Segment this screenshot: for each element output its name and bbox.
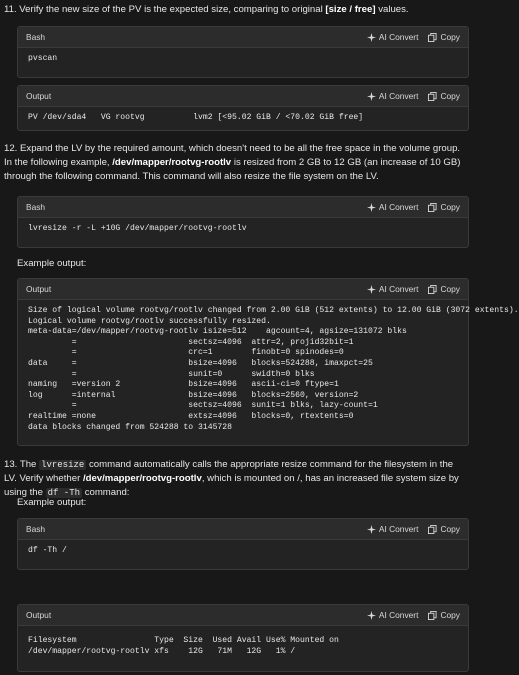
copy-button[interactable] xyxy=(428,30,460,44)
copy-button[interactable] xyxy=(428,522,460,536)
output-block-pvscan xyxy=(17,85,469,131)
step-text-part: The xyxy=(19,459,37,470)
code-block-header xyxy=(18,605,468,626)
copy-icon xyxy=(428,33,437,42)
ai-convert-label: AI Convert xyxy=(378,284,419,294)
ai-convert-label: AI Convert xyxy=(378,202,419,212)
sparkle-icon xyxy=(367,92,376,101)
copy-icon xyxy=(428,285,437,294)
step-text-part: command: xyxy=(84,487,130,498)
code-block-header xyxy=(18,27,468,48)
step-number: 11. xyxy=(4,4,17,15)
code-content: PV /dev/sda4 VG rootvg lvm2 [<95.02 GiB / <70.02 GiB free] xyxy=(28,113,364,122)
step-text-bold: /dev/mapper/rootvg-rootlv xyxy=(112,157,232,168)
code-language-label: Output xyxy=(26,284,52,294)
ai-convert-button[interactable] xyxy=(367,89,419,103)
code-block-header xyxy=(18,279,468,300)
code-block-header xyxy=(18,197,468,218)
step-11 xyxy=(4,3,468,17)
step-text-bold: [size / free] xyxy=(325,4,376,15)
copy-label: Copy xyxy=(440,610,460,620)
code-language-label: Output xyxy=(26,610,52,620)
step-text-part: Verify the new size of the PV is the expected size, comparing to original xyxy=(19,4,323,15)
example-output-label: Example output: xyxy=(17,258,87,269)
copy-icon xyxy=(428,525,437,534)
step-13-text xyxy=(4,458,468,500)
step-11-text xyxy=(4,3,468,17)
step-text-part: command automatically calls the appropriate resize command for the filesystem in the LV. Verify whether xyxy=(4,459,454,484)
ai-convert-label: AI Convert xyxy=(378,610,419,620)
sparkle-icon xyxy=(367,525,376,534)
step-12 xyxy=(4,142,468,184)
ai-convert-label: AI Convert xyxy=(378,32,419,42)
copy-button[interactable] xyxy=(428,282,460,296)
bash-code-block-pvscan xyxy=(17,26,469,78)
code-language-label: Bash xyxy=(26,524,46,534)
copy-label: Copy xyxy=(440,202,460,212)
code-language-label: Bash xyxy=(26,32,46,42)
code-language-label: Bash xyxy=(26,202,46,212)
ai-convert-label: AI Convert xyxy=(378,524,419,534)
copy-button[interactable] xyxy=(428,89,460,103)
copy-label: Copy xyxy=(440,91,460,101)
ai-convert-label: AI Convert xyxy=(378,91,419,101)
bash-code-block-df xyxy=(17,518,469,570)
sparkle-icon xyxy=(367,285,376,294)
copy-icon xyxy=(428,611,437,620)
step-text-part: , which is mounted on /, has an increased file system size by using the xyxy=(4,473,459,498)
sparkle-icon xyxy=(367,33,376,42)
ai-convert-button[interactable] xyxy=(367,608,419,622)
ai-convert-button[interactable] xyxy=(367,200,419,214)
ai-convert-button[interactable] xyxy=(367,522,419,536)
code-content: Filesystem Type Size Used Avail Use% Mounted on /dev/mapper/rootvg-rootlv xfs 12G 71M 12G 1% / xyxy=(28,636,339,656)
copy-button[interactable] xyxy=(428,608,460,622)
copy-label: Copy xyxy=(440,284,460,294)
copy-label: Copy xyxy=(440,524,460,534)
copy-icon xyxy=(428,92,437,101)
output-block-lvresize xyxy=(17,278,519,446)
copy-icon xyxy=(428,203,437,212)
example-output-label: Example output: xyxy=(17,497,87,508)
step-text-part: values. xyxy=(378,4,409,15)
step-text-part: Expand the LV by the required amount, which doesn't need to be all the free space in the volume group. In the following example, xyxy=(4,143,461,168)
code-block-header xyxy=(18,86,468,107)
code-block-header xyxy=(18,519,468,540)
step-number: 13. xyxy=(4,459,18,470)
sparkle-icon xyxy=(367,203,376,212)
step-13 xyxy=(4,458,468,500)
code-content: df -Th / xyxy=(28,546,67,555)
inline-code: lvresize xyxy=(41,460,85,470)
code-content: lvresize -r -L +10G /dev/mapper/rootvg-rootlv xyxy=(28,224,247,233)
inline-code: df -Th xyxy=(47,488,81,498)
code-content: pvscan xyxy=(28,54,58,63)
step-text-part: is resized from 2 GB to 12 GB (an increase of 10 GB) through the following command. This command will also resize the file system on the LV. xyxy=(4,157,461,182)
step-12-text xyxy=(4,142,468,184)
step-text-bold: /dev/mapper/rootvg-rootlv xyxy=(82,473,202,484)
ai-convert-button[interactable] xyxy=(367,282,419,296)
bash-code-block-lvresize xyxy=(17,196,469,248)
sparkle-icon xyxy=(367,611,376,620)
copy-label: Copy xyxy=(440,32,460,42)
ai-convert-button[interactable] xyxy=(367,30,419,44)
output-block-df xyxy=(17,604,469,672)
code-content: Size of logical volume rootvg/rootlv changed from 2.00 GiB (512 extents) to 12.00 GiB (3072 extents). Logical volume rootvg/rootlv successfully resized. meta-data=/dev/mapper/rootvg-rootlv isize=512 agcount=4, agsize=131072 blks = sectsz=4096 attr=2, projid32bit=1 = crc=1 finobt=0 spinodes=0 data = bsize=4096 blocks=524288, imaxpct=25 = sunit=0 swidth=0 blks naming =version 2 bsize=4096 ascii-ci=0 ftype=1 log =internal bsize=4096 blocks=2560, version=2 = sectsz=4096 sunit=1 blks, lazy-count=1 realtime =none extsz=4096 blocks=0, rtextents=0 data blocks changed from 524288 to 3145728 xyxy=(28,306,519,432)
code-language-label: Output xyxy=(26,91,52,101)
step-number: 12. xyxy=(4,143,18,154)
copy-button[interactable] xyxy=(428,200,460,214)
